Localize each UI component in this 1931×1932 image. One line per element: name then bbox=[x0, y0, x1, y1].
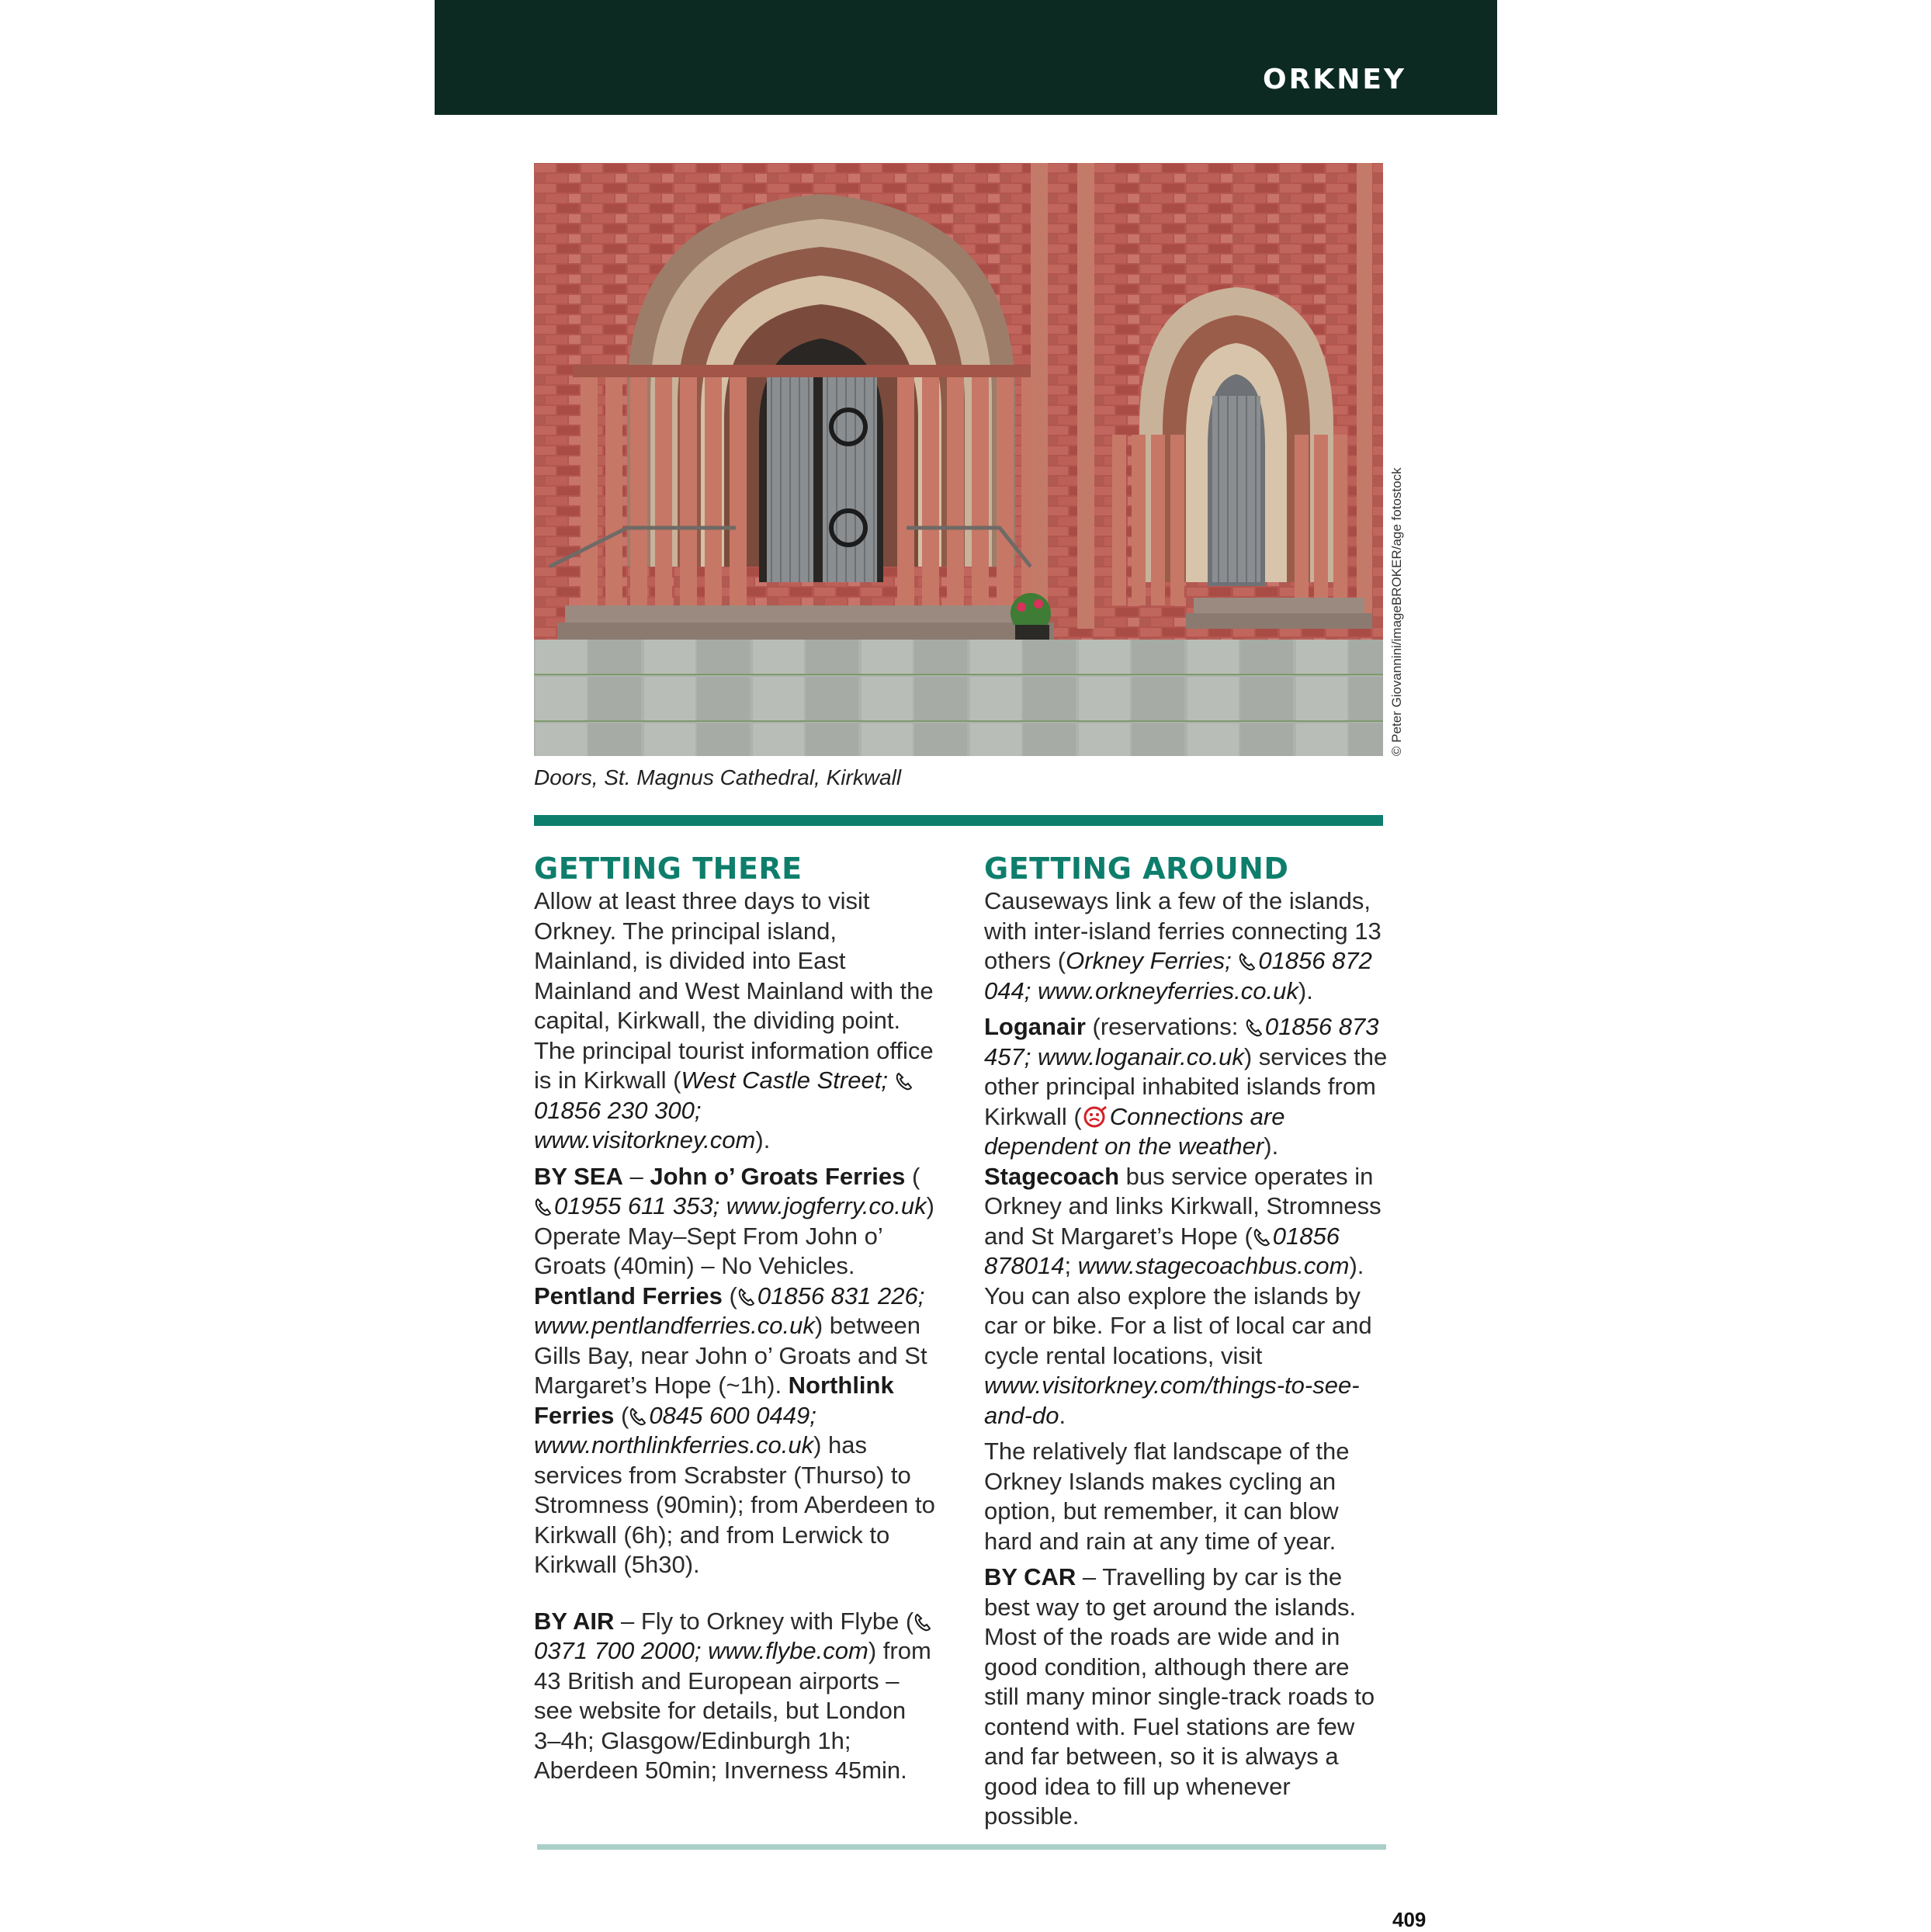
phone-icon bbox=[913, 1610, 932, 1630]
stagecoach-phone[interactable]: 01856 878014 bbox=[984, 1222, 1340, 1279]
by-air-text: – Fly to Orkney with Flybe ( bbox=[614, 1607, 914, 1635]
stagecoach-name: Stagecoach bbox=[984, 1162, 1120, 1190]
loganair-paragraph bbox=[984, 1012, 1388, 1162]
jog-ferries-text: ) Operate May–Sept From John o’ Groats (40min) – No Vehicles. bbox=[534, 1192, 934, 1279]
cathedral-doors-photo bbox=[534, 163, 1383, 756]
header-band bbox=[435, 0, 1497, 115]
intro-text: Allow at least three days to visit Orkney. The principal island, Mainland, is divided into East Mainland and West Mainland with the capital, Kirkwall, the dividing point. The principal tourist information office is in Kirkwall ( bbox=[534, 887, 934, 1094]
page-number: 409 bbox=[1392, 1908, 1427, 1931]
northlink-ferries-contact[interactable]: 0845 600 0449; www.northlinkferries.co.uk bbox=[534, 1401, 816, 1459]
photo-credit: © Peter Giovannini/imageBROKER/age fotostock bbox=[1389, 467, 1404, 756]
getting-around-heading: GETTING AROUND bbox=[984, 852, 1289, 886]
divider-rule bbox=[534, 815, 1383, 826]
phone-icon bbox=[737, 1285, 756, 1305]
getting-there-heading: GETTING THERE bbox=[534, 852, 803, 886]
section-title: ORKNEY bbox=[1262, 64, 1406, 95]
getting-around-column bbox=[984, 851, 1388, 1838]
northlink-ferries-name: Northlink Ferries bbox=[534, 1372, 894, 1429]
dash: – bbox=[622, 1162, 650, 1190]
phone-icon bbox=[1253, 1225, 1271, 1245]
flybe-contact[interactable]: 0371 700 2000; www.flybe.com bbox=[534, 1637, 868, 1664]
bottom-rule bbox=[537, 1844, 1386, 1850]
by-sea-paragraph bbox=[534, 1162, 938, 1580]
rental-text: ). You can also explore the islands by car or bike. For a list of local car and cycle rental locations, visit bbox=[984, 1252, 1372, 1369]
jog-ferries-name: John o’ Groats Ferries bbox=[650, 1162, 906, 1190]
photo-caption: Doors, St. Magnus Cathedral, Kirkwall bbox=[534, 765, 902, 789]
loganair-name: Loganair bbox=[984, 1013, 1086, 1040]
northlink-ferries-text: ) has services from Scrabster (Thurso) to Stromness (90min); from Aberdeen to Kirkwall (6h); and from Lerwick to Kirkwall (5h30). bbox=[534, 1431, 935, 1578]
loganair-close: ). bbox=[1264, 1132, 1279, 1160]
pentland-ferries-contact[interactable]: 01856 831 226; www.pentlandferries.co.uk bbox=[534, 1282, 925, 1339]
by-car-paragraph bbox=[984, 1563, 1388, 1832]
cycling-paragraph: The relatively flat landscape of the Orkney Islands makes cycling an option, but remember, it can blow hard and rain at any time of year. bbox=[984, 1438, 1350, 1555]
warning-face-icon bbox=[1082, 1105, 1108, 1129]
by-air-details: ) from 43 British and European airports – see website for details, but London 3–4h; Glasgow/Edinburgh 1h; Aberdeen 50min; Inverness 45min. bbox=[534, 1637, 931, 1784]
tourist-office-address: West Castle Street; bbox=[681, 1067, 895, 1094]
causeways-close: ). bbox=[1298, 976, 1313, 1004]
phone-icon bbox=[1245, 1015, 1264, 1035]
pentland-ferries-name: Pentland Ferries bbox=[534, 1282, 723, 1309]
paren: ( bbox=[905, 1162, 920, 1190]
causeways-text: Causeways link a few of the islands, with inter-island ferries connecting 13 others ( bbox=[984, 887, 1382, 974]
by-car-text: – Travelling by car is the best way to get around the islands. Most of the roads are wide and in good condition, although there are still many minor single-track roads to contend with. Fuel stations are few and far between, so it is always a good idea to fill up whenever possible. bbox=[984, 1563, 1375, 1830]
getting-there-intro bbox=[534, 886, 938, 1156]
by-air-label: BY AIR bbox=[534, 1607, 615, 1635]
weather-warning: Connections are dependent on the weather bbox=[984, 1102, 1285, 1160]
jog-ferries-contact[interactable]: 01955 611 353; www.jogferry.co.uk bbox=[554, 1192, 927, 1219]
paren: ( bbox=[722, 1282, 737, 1309]
phone-icon bbox=[629, 1404, 647, 1424]
phone-icon bbox=[1238, 949, 1257, 969]
by-car-label: BY CAR bbox=[984, 1563, 1076, 1590]
pentland-ferries-text: ) between Gills Bay, near John o’ Groats and St Margaret’s Hope (~1h). bbox=[534, 1312, 927, 1399]
intro-close: ). bbox=[755, 1126, 771, 1153]
period: . bbox=[1059, 1401, 1066, 1429]
loganair-text: (reservations: bbox=[1085, 1013, 1245, 1040]
phone-icon bbox=[895, 1069, 913, 1089]
orkney-ferries-contact[interactable]: 01856 872 044; www.orkneyferries.co.uk bbox=[984, 947, 1372, 1004]
by-air-paragraph bbox=[534, 1607, 938, 1786]
visitorkney-url[interactable]: www.visitorkney.com/things-to-see-and-do bbox=[984, 1372, 1360, 1429]
paren: ( bbox=[614, 1401, 629, 1429]
getting-there-column bbox=[534, 851, 938, 1792]
stagecoach-paragraph bbox=[984, 1162, 1388, 1431]
loganair-services: ) services the other principal inhabited islands from Kirkwall ( bbox=[984, 1042, 1388, 1130]
by-sea-label: BY SEA bbox=[534, 1162, 623, 1190]
stagecoach-text: bus service operates in Orkney and links Kirkwall, Stromness and St Margaret’s Hope ( bbox=[984, 1162, 1382, 1250]
tourist-office-contact[interactable]: 01856 230 300; www.visitorkney.com bbox=[534, 1096, 756, 1153]
separator: ; bbox=[1064, 1252, 1078, 1279]
orkney-ferries-name: Orkney Ferries; bbox=[1066, 947, 1239, 974]
stagecoach-url[interactable]: www.stagecoachbus.com bbox=[1077, 1252, 1350, 1279]
phone-icon bbox=[534, 1195, 553, 1215]
causeways-paragraph bbox=[984, 886, 1388, 1006]
loganair-contact[interactable]: 01856 873 457; www.loganair.co.uk bbox=[984, 1013, 1379, 1070]
